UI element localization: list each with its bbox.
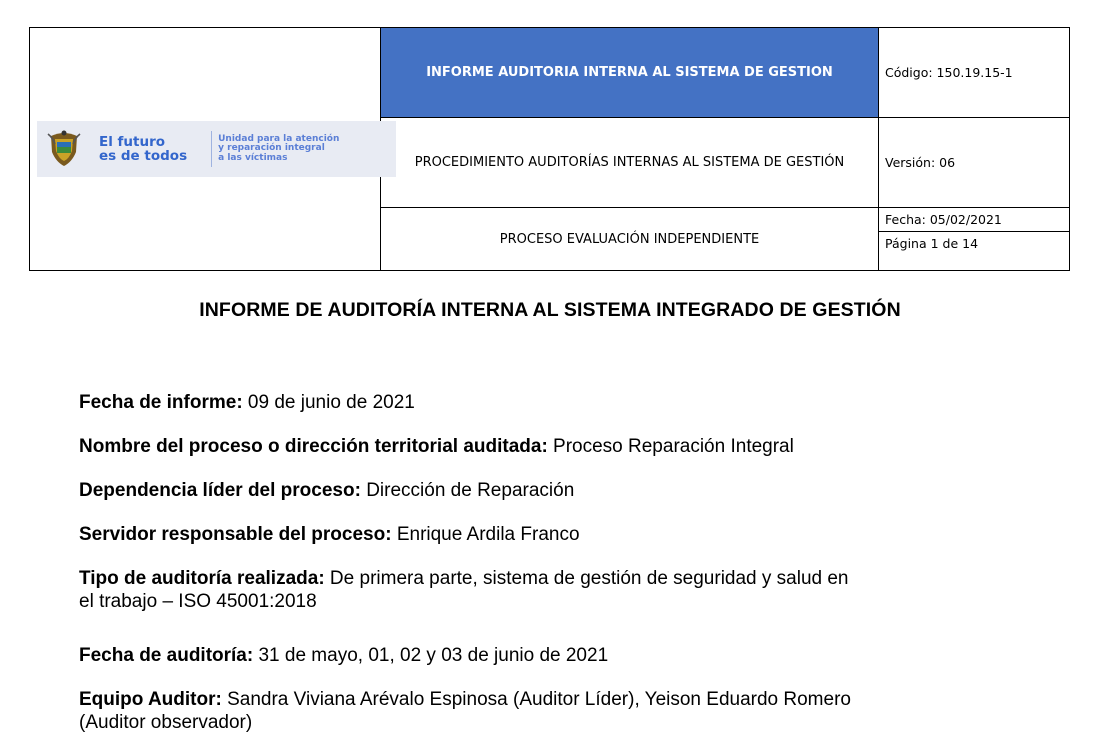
document-header-table	[29, 27, 1070, 271]
coat-of-arms-icon	[47, 130, 81, 168]
report-title-cell: INFORME AUDITORIA INTERNA AL SISTEMA DE GESTION	[381, 28, 879, 118]
logo-main-text: El futuro es de todos	[99, 134, 188, 164]
document-title: INFORME DE AUDITORÍA INTERNA AL SISTEMA INTEGRADO DE GESTIÓN	[199, 299, 901, 321]
leading-department-field: Dependencia líder del proceso: Dirección de Reparación	[79, 480, 575, 501]
document-version: Versión: 06	[879, 118, 1070, 208]
process-cell: PROCESO EVALUACIÓN INDEPENDIENTE	[381, 208, 879, 271]
audit-type-field: Tipo de auditoría realizada: De primera parte, sistema de gestión de seguridad y salud en el trabajo – ISO 45001:2018	[79, 568, 849, 612]
audited-process-field: Nombre del proceso o dirección territorial auditada: Proceso Reparación Integral	[79, 436, 794, 457]
report-date-field: Fecha de informe: 09 de junio de 2021	[79, 392, 415, 413]
audit-date-field: Fecha de auditoría: 31 de mayo, 01, 02 y 03 de junio de 2021	[79, 645, 609, 666]
logo-sub-text: Unidad para la atención y reparación integral a las víctimas	[218, 133, 340, 163]
document-code: Código: 150.19.15-1	[879, 28, 1070, 118]
responsible-officer-field: Servidor responsable del proceso: Enrique Ardila Franco	[79, 524, 580, 545]
audit-team-field: Equipo Auditor: Sandra Viviana Arévalo Espinosa (Auditor Líder), Yeison Eduardo Romero (Auditor observador)	[79, 689, 851, 733]
document-date: Fecha: 05/02/2021	[879, 208, 1070, 232]
procedure-cell: PROCEDIMIENTO AUDITORÍAS INTERNAS AL SISTEMA DE GESTIÓN	[381, 118, 879, 208]
logo-divider	[211, 131, 212, 167]
entity-logo	[37, 121, 396, 177]
logo-cell	[30, 28, 381, 271]
page-number: Página 1 de 14	[879, 232, 1070, 271]
